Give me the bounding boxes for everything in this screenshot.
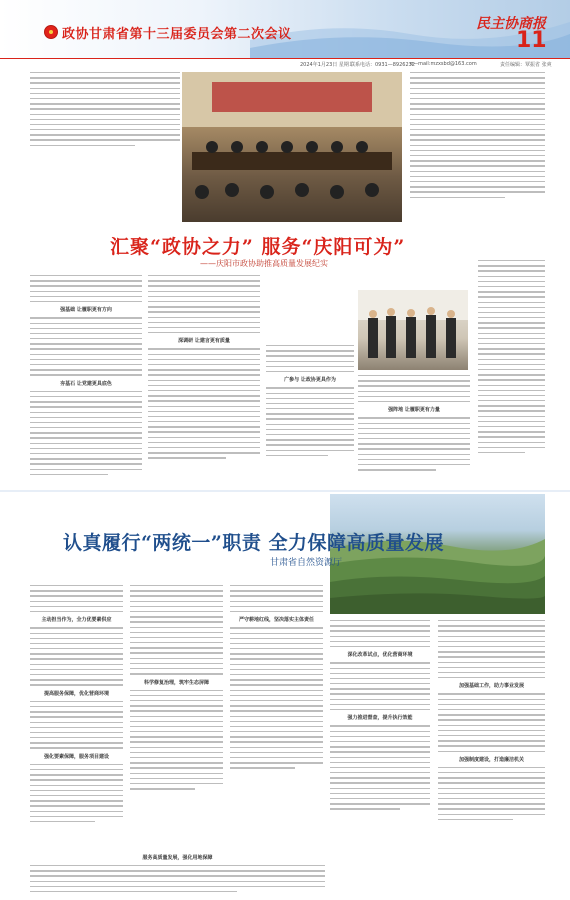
visit-scene [358,290,468,370]
contact-phone: 联系电话：0931—8926232 [350,62,415,68]
section-divider [0,490,570,492]
article2-col-6 [30,850,325,896]
article1-col-a [30,275,142,479]
article1-headline: 汇聚“政协之力” 服务“庆阳可为” [110,236,406,258]
article1-section-4: 广参与 让政协更具作为 [284,377,336,384]
article1-subtitle: ——庆阳市政协助推高质量发展纪实 [200,259,328,268]
responsible-editor: 责任编辑：覃振省 张爽 [500,62,552,68]
article2-section-8: 加强基础工作，助力事业发展 [458,683,524,690]
article2-section-4: 科学修复治理，筑牢生态屏障 [143,679,209,686]
article1-col-d [358,375,470,474]
article1-col-c [266,345,354,460]
page-title: 政协甘肃省第十三届委员会第二次会议 [62,27,292,42]
article2-headline: 认真履行“两统一”职责 全力保障高质量发展 [63,532,444,554]
newspaper-brand: 民主协商报 [476,16,546,32]
article2-col-5 [438,620,545,824]
article2-section-9: 加强制度建设，打造廉洁机关 [458,756,524,763]
visit-photo [358,290,468,370]
article1-section-3: 深调研 让建言更有质量 [178,338,230,345]
article2-section-5: 严守耕地红线，坚决落实主体责任 [238,617,314,624]
article1-col1 [30,72,180,150]
article2-col-1 [30,585,123,826]
contact-email: e—mail:mzxsbd@163.com [410,61,477,67]
article1-section-2: 夯基石 让党建更具底色 [60,380,112,387]
article2-col-4 [330,620,430,814]
meeting-scene [182,72,402,222]
article1-col-right-top [410,72,545,202]
article2-section-6: 深化改革试点，优化营商环境 [347,652,413,659]
article2-section-1: 主动担当作为，全力优要素供应 [41,617,112,624]
article2-col-2 [130,585,223,793]
article2-section-3: 强化要素保障，服务项目建设 [43,753,109,760]
article2-subtitle: 甘肃省自然资源厅 [270,558,343,568]
page-number: 11 [516,28,547,53]
header-banner [0,0,570,58]
article1-col-e [478,260,545,457]
article2-section-10: 服务高质量发展，强化用地保障 [142,855,213,861]
article1-col-b [148,275,260,463]
issue-date: 2024年1月23日 星期二 [300,62,354,68]
article2-section-7: 强力推进督查，提升执行效能 [347,715,413,722]
article2-col-3 [230,585,323,773]
meeting-photo [182,72,402,222]
cppcc-emblem-icon [44,25,58,39]
info-bar [0,58,570,68]
article2-section-2: 提高服务保障，优化营商环境 [43,690,109,697]
article1-section-5: 强阵地 让履职更有力量 [388,407,440,414]
article1-section-1: 强基础 让履职更有方向 [60,307,112,314]
